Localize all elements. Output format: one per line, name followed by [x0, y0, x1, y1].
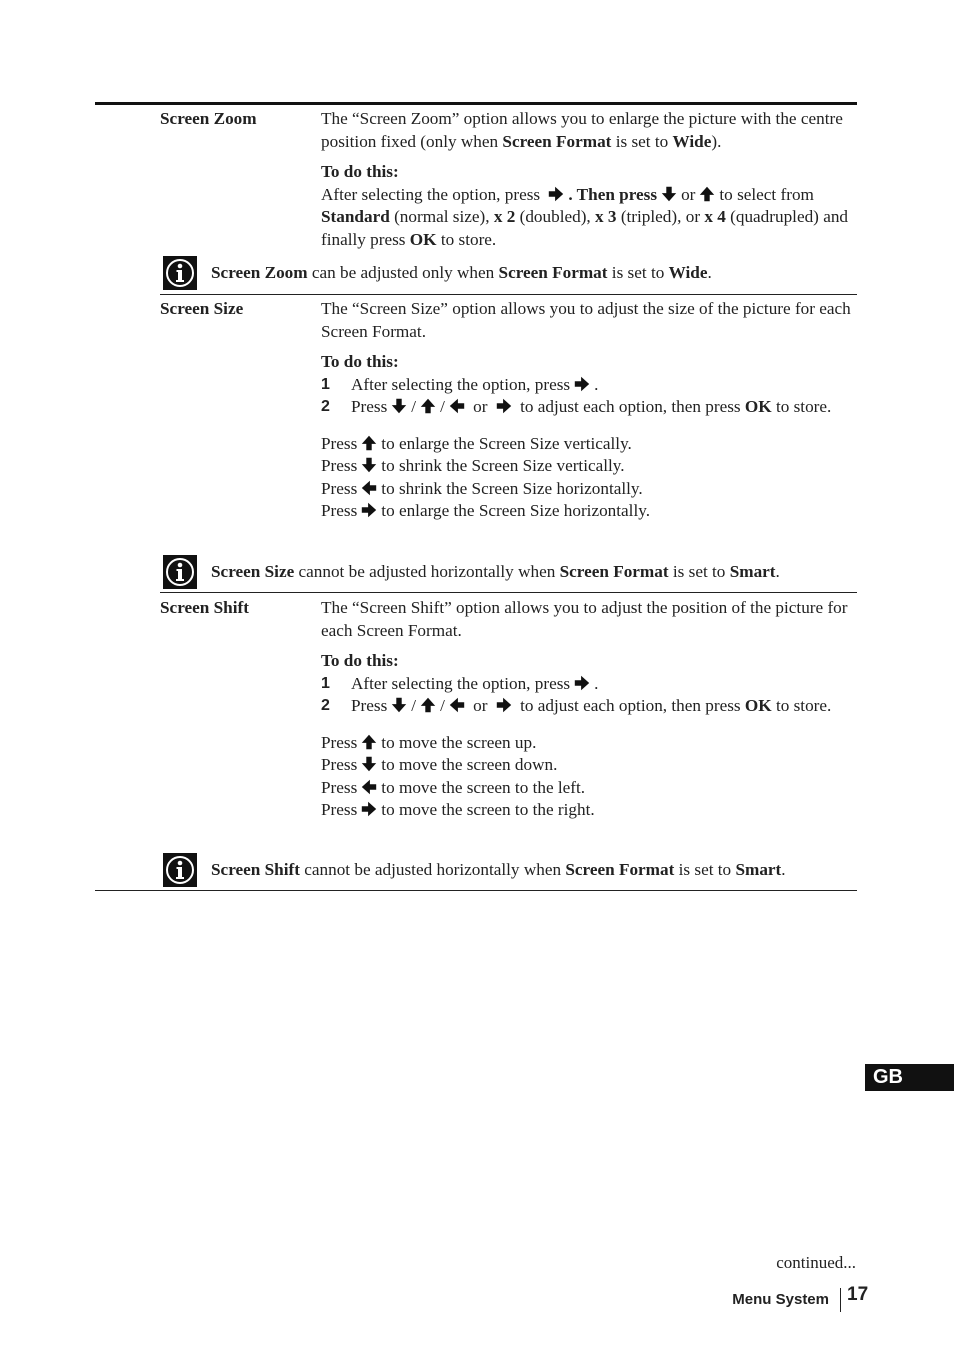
screen-zoom-description	[321, 108, 861, 251]
down-arrow-icon	[360, 755, 378, 773]
term-screen-shift: Screen Shift	[160, 598, 249, 617]
footer-section-title: Menu System	[732, 1291, 829, 1308]
screen-size-intro: The “Screen Size” option allows you to adjust the size of the picture for each Screen Format.	[321, 299, 851, 341]
step-2: 2 Press / / or to adjust each option, then press OK to store.	[321, 397, 832, 416]
divider	[160, 294, 857, 295]
top-rule	[95, 102, 857, 105]
down-arrow-icon	[660, 185, 678, 203]
right-arrow-icon	[573, 674, 591, 692]
press-line: Press to move the screen up.	[321, 732, 537, 752]
note-text: Screen Size cannot be adjusted horizontally when Screen Format is set to Smart.	[211, 562, 780, 581]
right-arrow-icon	[495, 397, 513, 415]
info-icon	[163, 555, 197, 589]
info-icon	[163, 853, 197, 887]
page-number: 17	[847, 1284, 869, 1305]
up-arrow-icon	[360, 733, 378, 751]
step-1: 1 After selecting the option, press .	[321, 673, 599, 693]
screen-size-note	[160, 555, 860, 591]
screen-shift-intro: The “Screen Shift” option allows you to adjust the position of the picture for each Screen Format.	[321, 598, 848, 640]
screen-zoom-note	[160, 256, 860, 292]
screen-size-description	[321, 298, 861, 523]
press-line: Press to move the screen down.	[321, 755, 558, 774]
screen-zoom-instructions: After selecting the option, press . Then press or to select from Standard (normal size), x 2 (doubled), x 3 (tripled), or x 4 (quadrupled) and finally press OK to store.	[321, 184, 849, 249]
todo-heading: To do this:	[321, 352, 399, 371]
note-text: Screen Shift cannot be adjusted horizontally when Screen Format is set to Smart.	[211, 860, 786, 879]
right-arrow-icon	[360, 501, 378, 519]
term-screen-size: Screen Size	[160, 299, 244, 318]
language-tab: GB	[865, 1064, 954, 1091]
down-arrow-icon	[390, 696, 408, 714]
down-arrow-icon	[390, 397, 408, 415]
footer-separator	[840, 1288, 841, 1312]
left-arrow-icon	[360, 778, 378, 796]
up-arrow-icon	[419, 397, 437, 415]
up-arrow-icon	[360, 434, 378, 452]
continued-text: continued...	[776, 1253, 856, 1272]
press-list	[321, 732, 861, 822]
todo-heading: To do this:	[321, 651, 399, 670]
screen-shift-description	[321, 597, 861, 822]
bottom-rule	[95, 890, 857, 891]
step-2: 2 Press / / or to adjust each option, then press OK to store.	[321, 696, 832, 715]
right-arrow-icon	[573, 375, 591, 393]
press-line: Press to move the screen to the right.	[321, 800, 595, 819]
left-arrow-icon	[360, 479, 378, 497]
right-arrow-icon	[495, 696, 513, 714]
up-arrow-icon	[698, 185, 716, 203]
press-line: Press to shrink the Screen Size vertically.	[321, 456, 625, 475]
screen-shift-note	[160, 853, 860, 889]
info-icon	[163, 256, 197, 290]
press-line: Press to enlarge the Screen Size vertically.	[321, 433, 632, 453]
up-arrow-icon	[419, 696, 437, 714]
divider	[160, 592, 857, 593]
press-line: Press to move the screen to the left.	[321, 777, 586, 797]
right-arrow-icon	[547, 185, 565, 203]
left-arrow-icon	[448, 397, 466, 415]
step-1: 1 After selecting the option, press .	[321, 374, 599, 394]
left-arrow-icon	[448, 696, 466, 714]
press-line: Press to shrink the Screen Size horizontally.	[321, 478, 643, 498]
press-list	[321, 433, 861, 523]
note-text: Screen Zoom can be adjusted only when Screen Format is set to Wide.	[211, 263, 712, 282]
screen-zoom-intro: The “Screen Zoom” option allows you to enlarge the picture with the centre position fixed (only when Screen Format is set to Wide).	[321, 109, 843, 151]
right-arrow-icon	[360, 800, 378, 818]
term-screen-zoom: Screen Zoom	[160, 109, 257, 128]
todo-heading: To do this:	[321, 162, 399, 181]
press-line: Press to enlarge the Screen Size horizontally.	[321, 501, 650, 520]
down-arrow-icon	[360, 456, 378, 474]
